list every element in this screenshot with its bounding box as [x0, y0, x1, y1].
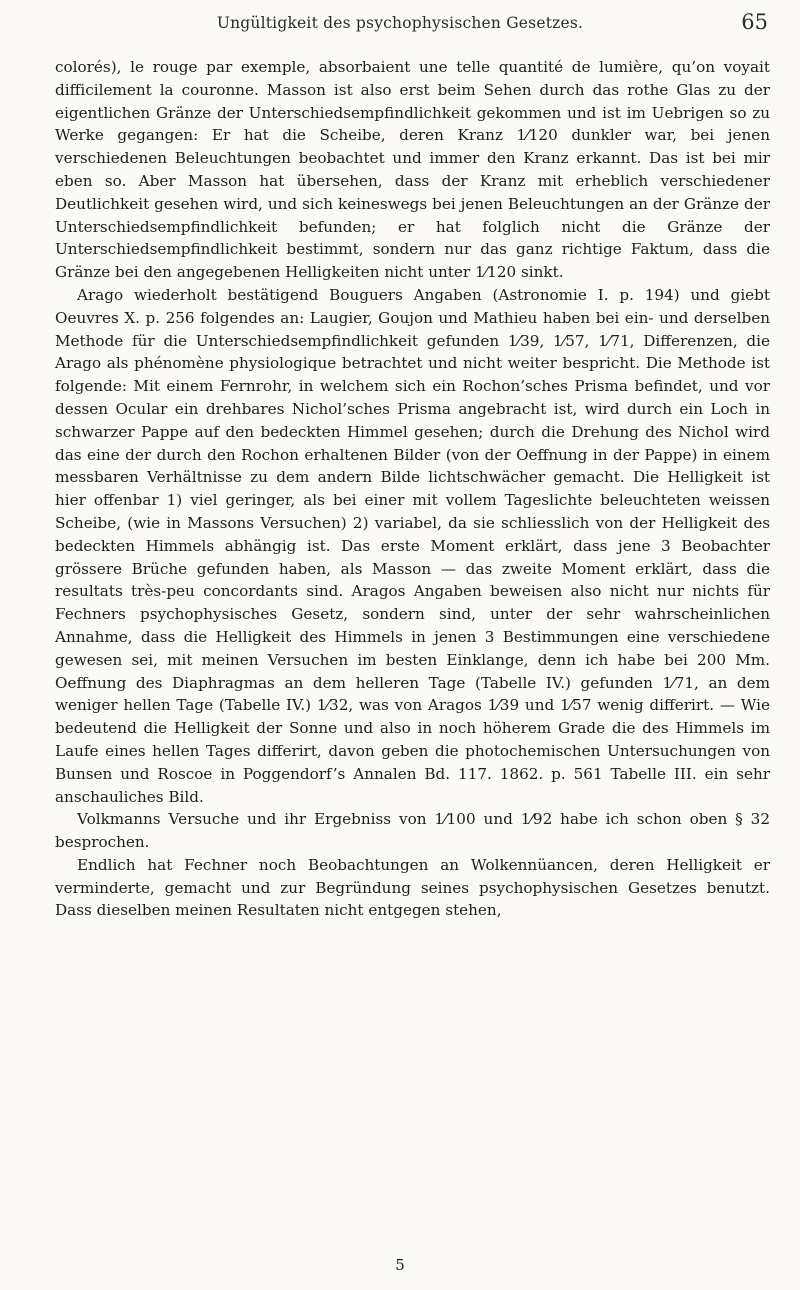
paragraph-fechner: Endlich hat Fechner noch Beobachtungen an Wolkennüancen, deren Helligkeit er verminderte, gemacht und zur Begründung seines psychophysischen Gesetzes benutzt. Dass dieselben meinen Resultaten nicht entgegen stehen, — [55, 855, 770, 920]
running-title: Ungültigkeit des psychophysischen Gesetzes. — [216, 14, 584, 32]
paragraph-volkmann: Volkmanns Versuche und ihr Ergebniss von 1⁄100 und 1⁄92 habe ich schon oben § 32 besprochen. — [55, 810, 770, 852]
paragraph-arago: Arago wiederholt bestätigend Bouguers Angaben (Astronomie I. p. 194) und giebt Oeuvres X. p. 256 folgendes an: Laugier, Goujon und Mathieu haben bei ein- und derselben Methode für die Unterschiedsempfindlichkeit gefunden 1⁄39, 1⁄57, 1⁄71, Differenzen, die Arago als phénomène physiologique betrachtet und nicht weiter bespricht. Die Methode ist folgende: Mit einem Fernrohr, in welchem sich ein Rochon’sches Prisma befindet, und vor dessen Ocular ein drehbares Nichol’sches Prisma angebracht ist, wird durch ein Loch in schwarzer Pappe auf den bedeckten Himmel gesehen; durch die Drehung des Nichol wird das eine der durch den Rochon erhaltenen Bilder (von der Oeffnung in der Pappe) in einem messbaren Verhältnisse zu dem andern Bilde lichtschwächer gemacht. Die Helligkeit ist hier offenbar 1) viel geringer, als bei einer mit vollem Tageslichte beleuchteten weissen Scheibe, (wie in Massons Versuchen) 2) variabel, da sie schliesslich von der Helligkeit des bedeckten Himmels abhängig ist. Das erste Moment erklärt, dass jene 3 Beobachter grössere Brüche gefunden haben, als Masson — das zweite Moment erklärt, dass die resultats très-peu concordants sind. Aragos Angaben beweisen also nicht nur nichts für Fechners psychophysisches Gesetz, sondern sind, unter der sehr wahrscheinlichen Annahme, dass die Helligkeit des Himmels in jenen 3 Bestimmungen eine verschiedene gewesen sei, mit meinen Versuchen im besten Einklange, denn ich habe bei 200 Mm. Oeffnung des Diaphragmas an dem helleren Tage (Tabelle IV.) gefunden 1⁄71, an dem weniger hellen Tage (Tabelle IV.) 1⁄32, was von Aragos 1⁄39 und 1⁄57 wenig differirt. — Wie bedeutend die Helligkeit der Sonne und also in noch höherem Grade die des Himmels im Laufe eines hellen Tages differirt, davon geben die photochemischen Untersuchungen von Bunsen und Roscoe in Poggendorf’s Annalen Bd. 117. 1862. p. 561 Tabelle III. ein sehr anschauliches Bild. — [55, 285, 770, 806]
page-number: 65 — [741, 10, 768, 34]
page-header — [0, 6, 800, 36]
signature-mark: 5 — [395, 1256, 405, 1274]
paragraph-masson: colorés), le rouge par exemple, absorbaient une telle quantité de lumière, qu’on voyait difficilement la couronne. Masson ist also erst beim Sehen durch das rothe Glas zu der eigentlichen Gränze der Unterschiedsempfindlichkeit gekommen und ist im Uebrigen so zu Werke gegangen: Er hat die Scheibe, deren Kranz 1⁄120 dunkler war, bei jenen verschiedenen Beleuchtungen beobachtet und immer den Kranz erkannt. Das ist bei mir eben so. Aber Masson hat übersehen, dass der Kranz mit erheblich verschiedener Deutlichkeit gesehen wird, und sich keineswegs bei jenen Beleuchtungen an der Gränze der Unterschiedsempfindlichkeit befunden; er hat folglich nicht die Gränze der Unterschiedsempfindlichkeit bestimmt, sondern nur das ganz richtige Faktum, dass die Gränze bei den angegebenen Helligkeiten nicht unter 1⁄120 sinkt. — [55, 58, 770, 282]
body-text — [55, 56, 770, 922]
